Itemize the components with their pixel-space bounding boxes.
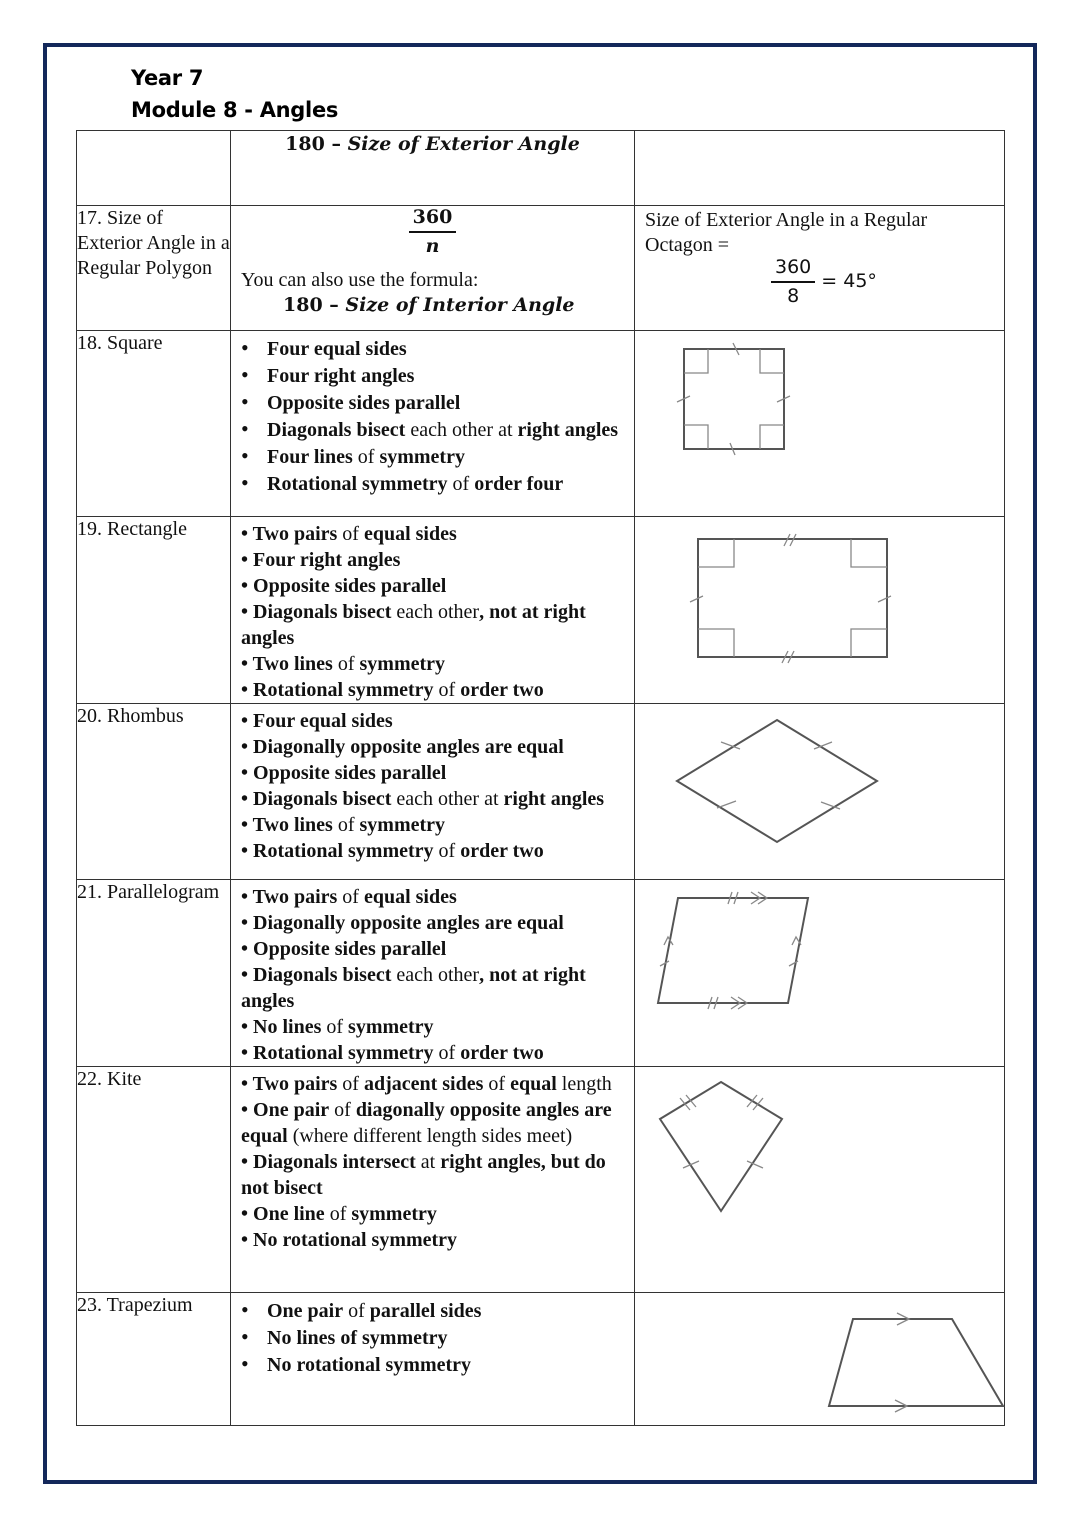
bullet-icon: •: [241, 1099, 254, 1121]
property-item: • Two pairs of adjacent sides of equal length: [241, 1073, 612, 1095]
property-item: • Diagonals intersect at right angles, but do not bisect: [241, 1151, 606, 1199]
bullet-icon: •: [241, 335, 249, 360]
bullet-icon: •: [241, 523, 253, 545]
table-row-shape: [77, 331, 1005, 517]
property-item: • Two pairs of equal sides: [241, 886, 457, 908]
alt-formula-note: You can also use the formula:: [241, 269, 479, 291]
table-row-shape: [77, 1293, 1005, 1426]
table-row-shape: [77, 1067, 1005, 1293]
property-item: • One line of symmetry: [241, 1203, 437, 1225]
property-item: • Two pairs of equal sides: [241, 523, 457, 545]
property-item: •Four equal sides: [241, 335, 407, 360]
property-list: [231, 880, 634, 1066]
property-item: • Diagonals bisect each other, not at right angles: [241, 601, 586, 649]
property-list: [231, 704, 634, 864]
property-item: • Diagonals bisect each other at right angles: [241, 788, 605, 810]
bullet-icon: •: [241, 575, 254, 597]
bullet-icon: •: [241, 362, 249, 387]
table-row-shape: [77, 704, 1005, 880]
angles-table: [76, 130, 1005, 1426]
property-item: •Four lines of symmetry: [241, 443, 465, 468]
property-item: • One pair of diagonally opposite angles are equal (where different length sides meet): [241, 1099, 612, 1147]
table-row-exterior-angle: [77, 206, 1005, 331]
bullet-icon: •: [241, 1229, 254, 1251]
bullet-icon: •: [241, 416, 249, 441]
bullet-icon: •: [241, 389, 249, 414]
shape-label: 21. Parallelogram: [77, 880, 231, 1067]
property-item: • Opposite sides parallel: [241, 938, 447, 960]
shape-label: 20. Rhombus: [77, 704, 231, 880]
bullet-icon: •: [241, 1151, 254, 1173]
property-list: [231, 331, 634, 497]
property-item: •Four right angles: [241, 362, 415, 387]
bullet-icon: •: [241, 736, 254, 758]
bullet-icon: •: [241, 964, 254, 986]
property-list: [231, 1067, 634, 1253]
property-item: • Rotational symmetry of order two: [241, 840, 544, 862]
parallelogram-diagram: [647, 886, 887, 1016]
property-item: •Diagonals bisect each other at right angles: [241, 416, 619, 441]
property-item: •Opposite sides parallel: [241, 389, 461, 414]
alt-formula: 180 – Size of Interior Angle: [283, 294, 575, 316]
bullet-icon: •: [241, 886, 253, 908]
property-item: • Four right angles: [241, 549, 401, 571]
bullet-icon: •: [241, 1324, 249, 1349]
bullet-icon: •: [241, 762, 254, 784]
bullet-icon: •: [241, 814, 253, 836]
property-item: • Diagonally opposite angles are equal: [241, 736, 564, 758]
kite-diagram: [649, 1073, 829, 1223]
bullet-icon: •: [241, 679, 254, 701]
property-item: • No rotational symmetry: [241, 1229, 458, 1251]
shape-label: 18. Square: [77, 331, 231, 517]
property-item: • Opposite sides parallel: [241, 575, 447, 597]
property-item: • Opposite sides parallel: [241, 762, 447, 784]
bullet-icon: •: [241, 549, 254, 571]
table-row-shape: [77, 880, 1005, 1067]
property-item: • Two lines of symmetry: [241, 653, 446, 675]
bullet-icon: •: [241, 788, 254, 810]
property-list: [231, 1293, 634, 1378]
rectangle-diagram: [665, 527, 895, 677]
octagon-example-text: Size of Exterior Angle in a Regular Octagon =: [645, 209, 928, 256]
property-item: • Two lines of symmetry: [241, 814, 446, 836]
shape-label: 23. Trapezium: [77, 1293, 231, 1426]
module-heading: Module 8 - Angles: [131, 98, 339, 122]
property-item: •No rotational symmetry: [241, 1351, 472, 1376]
shape-label: 22. Kite: [77, 1067, 231, 1293]
octagon-example-calc: $\frac{360}{8}$ = 45°: [645, 256, 994, 307]
interior-angle-formula: 180 – Size of Exterior Angle: [285, 133, 580, 155]
bullet-icon: •: [241, 938, 254, 960]
property-item: • No lines of symmetry: [241, 1016, 434, 1038]
table-row-shape: [77, 517, 1005, 704]
property-item: • Rotational symmetry of order two: [241, 1042, 544, 1064]
bullet-icon: •: [241, 1351, 249, 1376]
bullet-icon: •: [241, 710, 254, 732]
square-diagram: [659, 339, 809, 459]
bullet-icon: •: [241, 1073, 253, 1095]
bullet-icon: •: [241, 840, 254, 862]
exterior-angle-fraction: $\frac{360}{n}$: [409, 206, 457, 257]
table-row-interior-angle: [77, 131, 1005, 206]
property-item: • Four equal sides: [241, 710, 393, 732]
property-item: •No lines of symmetry: [241, 1324, 448, 1349]
trapezium-diagram: [733, 1305, 1033, 1425]
property-item: •One pair of parallel sides: [241, 1297, 482, 1322]
property-item: • Rotational symmetry of order two: [241, 679, 544, 701]
bullet-icon: •: [241, 653, 253, 675]
property-item: •Rotational symmetry of order four: [241, 470, 564, 495]
bullet-icon: •: [241, 1016, 254, 1038]
year-heading: Year 7: [131, 66, 204, 90]
property-list: [231, 517, 634, 703]
bullet-icon: •: [241, 443, 249, 468]
bullet-icon: •: [241, 470, 249, 495]
rhombus-diagram: [657, 710, 897, 850]
bullet-icon: •: [241, 1203, 254, 1225]
bullet-icon: •: [241, 601, 254, 623]
property-item: • Diagonally opposite angles are equal: [241, 912, 564, 934]
shape-label: 19. Rectangle: [77, 517, 231, 704]
bullet-icon: •: [241, 912, 254, 934]
row-label: 17. Size of Exterior Angle in a Regular Polygon: [77, 206, 231, 331]
bullet-icon: •: [241, 1042, 254, 1064]
bullet-icon: •: [241, 1297, 249, 1322]
property-item: • Diagonals bisect each other, not at right angles: [241, 964, 586, 1012]
